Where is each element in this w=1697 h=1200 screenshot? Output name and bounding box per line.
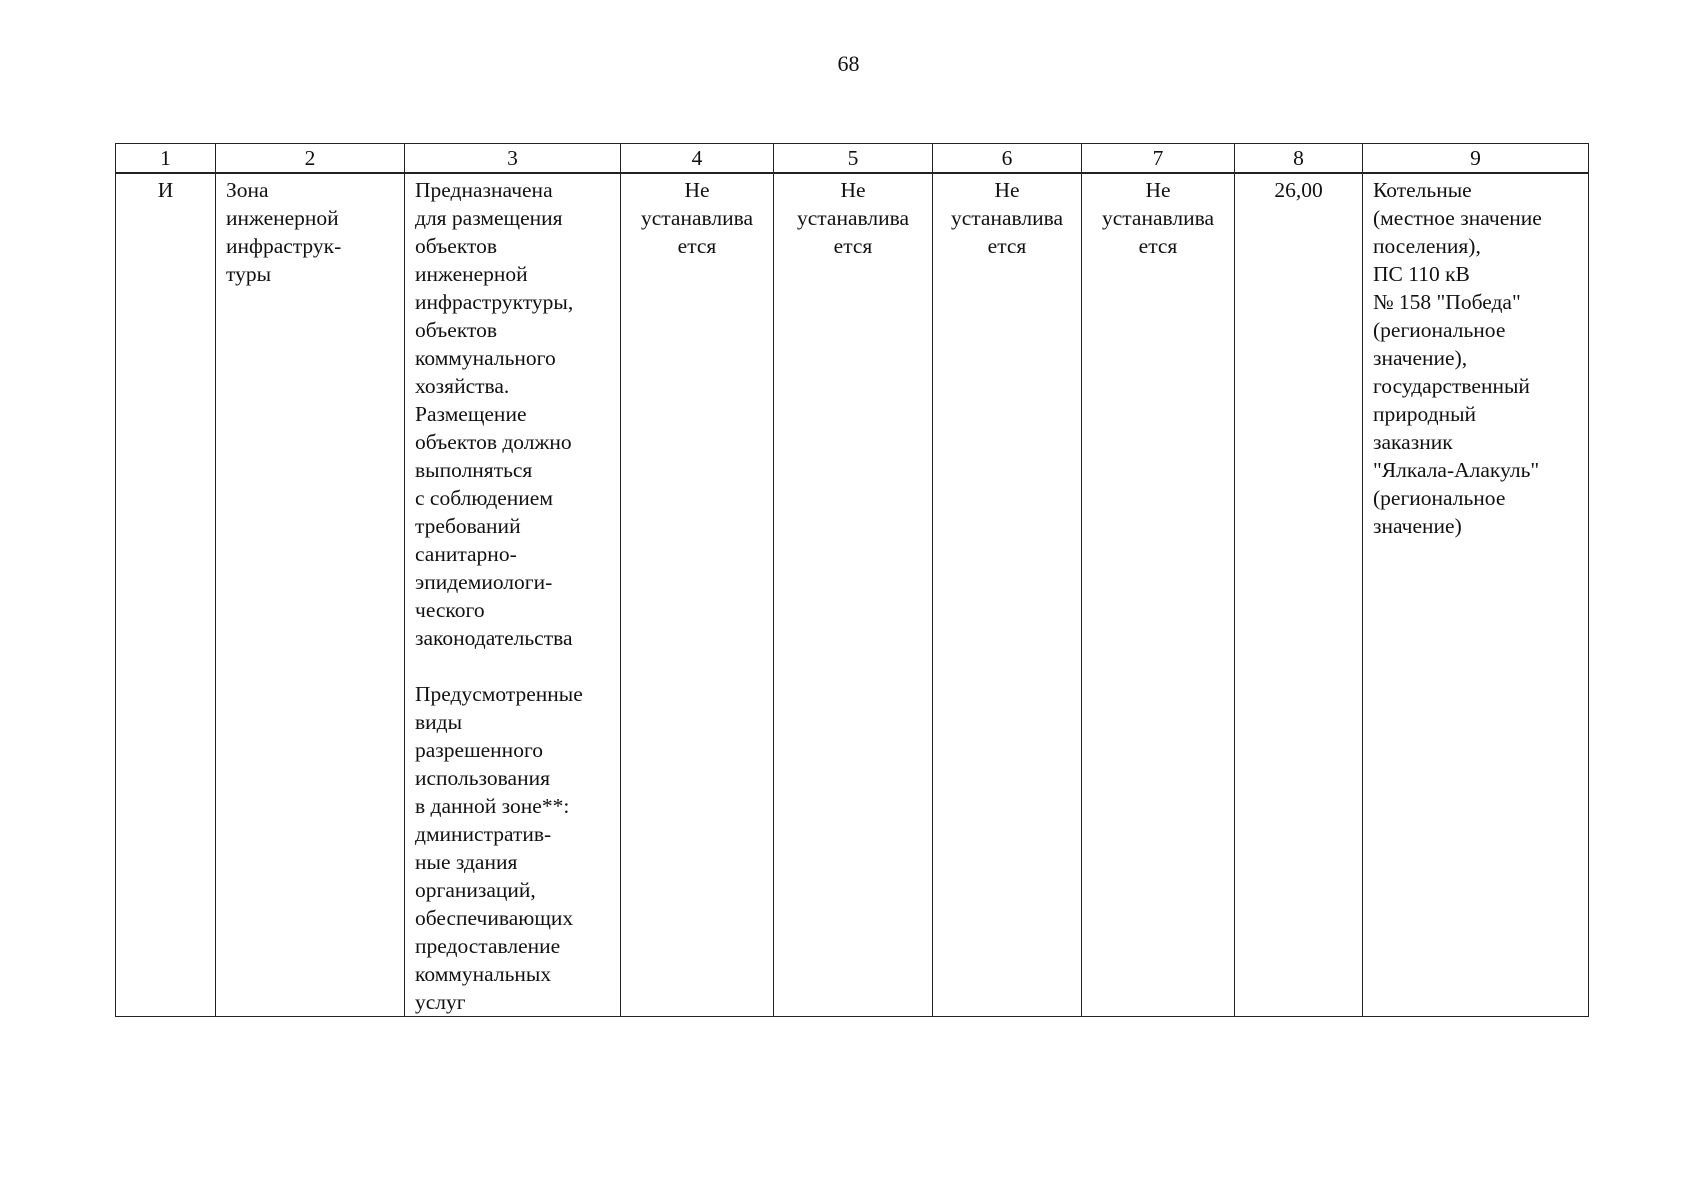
- objects-cell: Котельные (местное значение поселения), ПС 110 кВ № 158 "Победа" (региональное значение), государственный природный заказник "Ялкала-Алакуль" (региональное значение): [1363, 173, 1589, 1017]
- column-header-9: 9: [1363, 144, 1589, 174]
- page-number: 68: [837, 51, 860, 76]
- table-body: [116, 173, 1589, 1017]
- column-header-8: 8: [1235, 144, 1363, 174]
- column-header-6: 6: [933, 144, 1082, 174]
- column-7-cell: Не устанавлива ется: [1082, 173, 1235, 1017]
- column-header-1: 1: [116, 144, 216, 174]
- zone-purpose-cell: Предназначена для размещения объектов инженерной инфраструктуры, объектов коммунального хозяйства. Размещение объектов должно выполняться с соблюдением требований санитарно- эпидемиологи- ческого законодательства Предусмотренные виды разрешенного использования в данной зоне**: дминистратив- ные здания организаций, обеспечивающих предоставление коммунальных услуг: [405, 173, 621, 1017]
- zone-name-cell: Зона инженерной инфраструк- туры: [216, 173, 405, 1017]
- zone-code-cell: И: [116, 173, 216, 1017]
- column-header-7: 7: [1082, 144, 1235, 174]
- area-value-cell: 26,00: [1235, 173, 1363, 1017]
- header-row: [116, 144, 1589, 174]
- column-5-cell: Не устанавлива ется: [774, 173, 933, 1017]
- zone-table: [115, 143, 1589, 1017]
- column-header-2: 2: [216, 144, 405, 174]
- column-6-cell: Не устанавлива ется: [933, 173, 1082, 1017]
- column-header-4: 4: [621, 144, 774, 174]
- table-header: [116, 144, 1589, 174]
- column-4-cell: Не устанавлива ется: [621, 173, 774, 1017]
- column-header-3: 3: [405, 144, 621, 174]
- table-row: [116, 173, 1589, 1017]
- column-header-5: 5: [774, 144, 933, 174]
